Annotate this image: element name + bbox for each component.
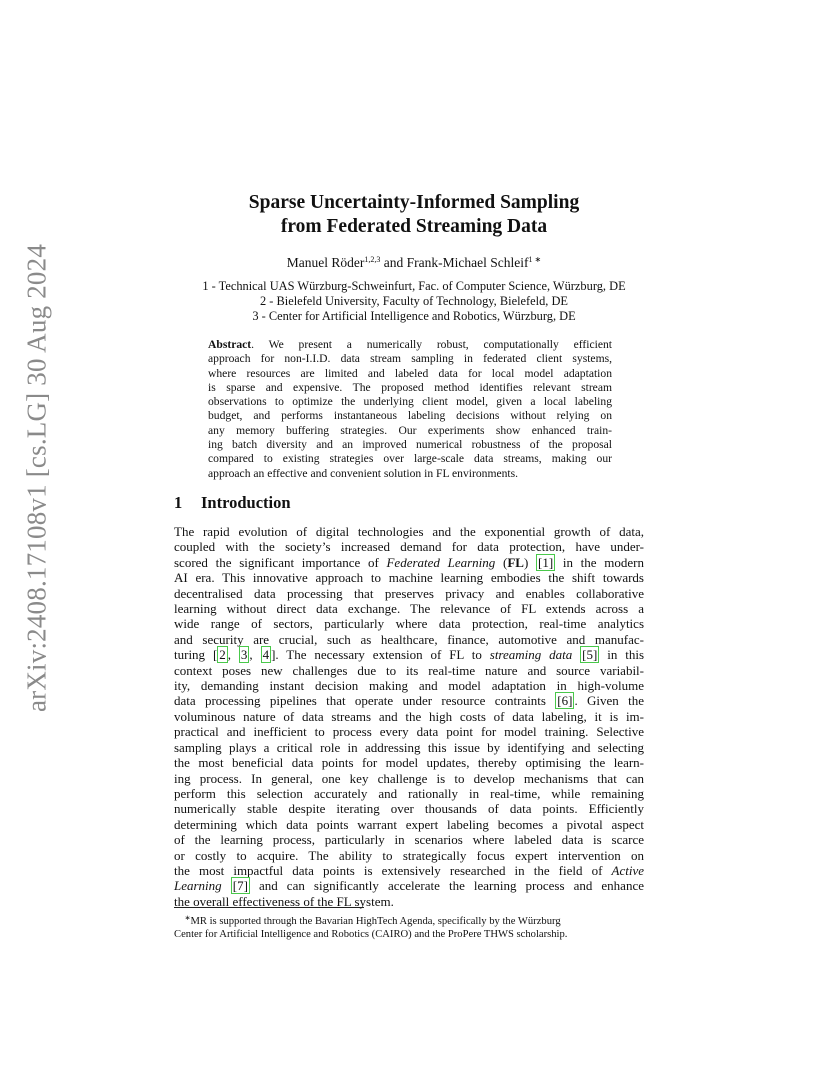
affiliation-list [0, 279, 828, 324]
affiliation-1: 1 - Technical UAS Würzburg-Schweinfurt, Fac. of Computer Science, Würzburg, DE [202, 279, 626, 293]
body-line: determining which data points warrant expert labeling becomes a pivotal aspect [174, 816, 644, 832]
paper-title-line-2: from Federated Streaming Data [280, 216, 548, 237]
body-line: sampling plays a critical role in addressing this issue by identifying and selecting [174, 739, 644, 755]
body-line: wide range of sectors, particularly where data protection, real-time analytics [174, 616, 644, 632]
abstract-line: compared to existing strategies over large-scale data streams, making our [208, 452, 612, 466]
author-list [0, 255, 828, 271]
abstract-line: observations to optimize the underlying client model, given a local labeling [208, 395, 612, 409]
body-line: Learning [7] and can significantly accelerate the learning process and enhance [174, 878, 644, 894]
footnote [174, 912, 644, 941]
body-line: The rapid evolution of digital technologies and the exponential growth of data, [174, 524, 644, 539]
author-conjunction: and [380, 255, 407, 270]
abstract-line: is sparse and expensive. The proposed method identifies relevant stream [208, 380, 612, 394]
arxiv-identifier-stamp [21, 243, 52, 713]
author-1-affiliation-marks: 1,2,3 [364, 255, 381, 264]
abstract-line: where resources are limited and labeled data for local model adaptation [208, 366, 612, 380]
term-active: Active [611, 862, 644, 878]
body-line: the most impactful data points is extensively researched in the field of Active [174, 862, 644, 878]
body-line: learning without direct data exchange. The relevance of FL extends across a [174, 601, 644, 617]
citation-link-1[interactable]: [1] [537, 554, 554, 570]
author-name-1: Manuel Röder [286, 255, 365, 270]
introduction-body [174, 524, 644, 909]
citation-link-7[interactable]: [7] [232, 878, 248, 894]
body-line: practical and inefficient to process every data point for model training. Selective [174, 724, 644, 740]
affiliation-2: 2 - Bielefeld University, Faculty of Technology, Bielefeld, DE [259, 294, 568, 308]
paper-title [0, 191, 828, 239]
abstract-line: any memory buffering strategies. Our experiments show enhanced train- [208, 423, 612, 437]
body-line: data processing pipelines that operate under resource contraints [6] . Given the [174, 693, 645, 709]
body-line: and security are crucial, such as healthcare, finance, automotive and manufac- [174, 631, 644, 647]
footnote-line-1: ∗MR is supported through the Bavarian HighTech Agenda, specifically by the Würzburg [184, 914, 561, 927]
body-line: ing process. In general, one key challenge is to develop mechanisms that can [174, 770, 644, 786]
section-title: Introduction [201, 493, 291, 512]
body-line: or costly to acquire. The ability to strategically focus expert intervention on [174, 847, 644, 863]
term-federated-learning: Federated Learning [386, 554, 496, 570]
abstract [208, 338, 612, 481]
body-line: turing [ 2 , 3 , 4 ]. The necessary extension of FL to streaming data [5] in this [174, 647, 645, 663]
paper-title-line-1: Sparse Uncertainty-Informed Sampling [248, 192, 580, 213]
footnote-line-2: Center for Artificial Intelligence and Robotics (CAIRO) and the ProPere THWS scholarship. [174, 928, 568, 940]
footnote-mark: ∗ [184, 914, 191, 922]
body-line: numerically stable despite iterating over thousands of data points. Efficiently [174, 801, 644, 817]
arxiv-identifier-text: arXiv:2408.17108v1 [cs.LG] 30 Aug 2024 [21, 243, 52, 713]
body-line: decentralised data processing that preserves privacy and enables collaborative [174, 585, 644, 601]
term-learning: Learning [174, 878, 222, 894]
term-streaming-data: streaming data [489, 647, 573, 663]
body-line: the most beneficial data points for model updates, thereby optimising the learn- [174, 755, 644, 771]
abstract-line: ing batch diversity and an improved numerical robustness of the proposal [208, 438, 612, 452]
term-fl: FL [507, 554, 524, 570]
body-line: scored the significant importance of Federated Learning (FL) [1] in the modern [174, 554, 644, 570]
section-number: 1 [174, 493, 183, 512]
abstract-line: budget, and performs instantaneous labeling decisions without relying on [208, 409, 612, 423]
citation-link-3[interactable]: 3 [240, 647, 248, 663]
body-line: AI era. This innovative approach to machine learning embodies the shift towards [174, 570, 644, 586]
citation-link-5[interactable]: [5] [582, 647, 598, 663]
body-line: perform this selection accurately and rationally in real-time, while remaining [174, 785, 644, 801]
abstract-line: approach an effective and convenient solution in FL environments. [208, 466, 519, 480]
affiliation-3: 3 - Center for Artificial Intelligence and Robotics, Würzburg, DE [252, 309, 576, 323]
abstract-line: approach for non-I.I.D. data stream sampling in federated client systems, [208, 352, 612, 366]
author-2-affiliation-marks: 1 ∗ [528, 255, 542, 264]
body-line: of the learning process, particularly in scenarios where labeled data is scarce [174, 832, 644, 848]
section-heading-introduction [174, 493, 291, 513]
abstract-label: Abstract [208, 338, 252, 351]
body-line: ity, demanding instant decision making and model adaptation in high-volume [174, 678, 644, 694]
footnote-divider [174, 907, 364, 908]
body-line: context poses new challenges due to its real-time nature and source variabil- [174, 662, 644, 678]
author-name-2: Frank-Michael Schleif [406, 255, 529, 270]
citation-link-6[interactable]: [6] [557, 693, 573, 709]
body-line: voluminous nature of data streams and the high costs of data labeling, it is im- [174, 708, 644, 724]
abstract-line: Abstract. We present a numerically robust, computationally efficient [208, 338, 612, 351]
citation-link-4[interactable]: 4 [262, 647, 270, 663]
body-line: coupled with the society’s increased demand for data protection, have under- [174, 539, 644, 555]
citation-link-2[interactable]: 2 [219, 647, 226, 663]
body-line: the overall effectiveness of the FL system. [174, 893, 394, 909]
